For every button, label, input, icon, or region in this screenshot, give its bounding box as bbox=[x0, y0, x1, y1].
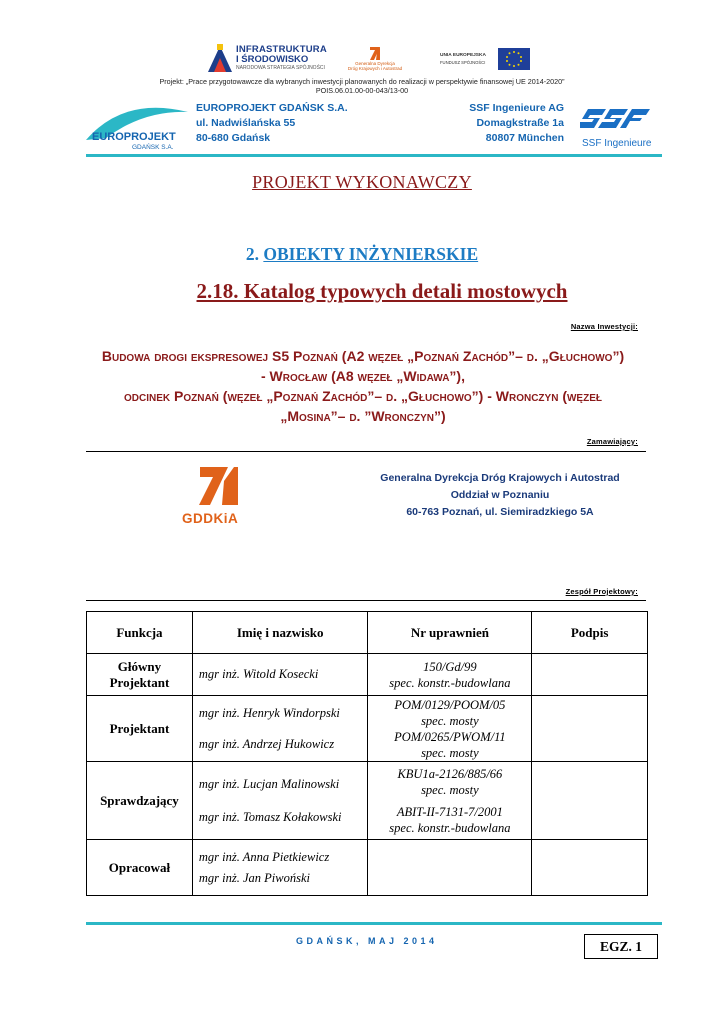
perm-line: 150/Gd/99 bbox=[423, 659, 477, 674]
func-cell bbox=[87, 654, 193, 696]
gddkia-emblem-icon bbox=[196, 463, 242, 509]
project-line1: Projekt: „Prace przygotowawcze dla wybranych inwestycji planowanych do realizacji w perspektywie finansowej UE 2014-2020” bbox=[159, 77, 565, 86]
client-line1: Generalna Dyrekcja Dróg Krajowych i Autostrad bbox=[380, 472, 620, 484]
person-name: mgr inż. Tomasz Kołakowski bbox=[198, 809, 342, 824]
eu-flag-icon bbox=[498, 48, 530, 70]
header-divider bbox=[86, 154, 662, 157]
header-imie-nazwisko: Imię i nazwisko bbox=[192, 612, 368, 654]
footer-place-date: GDAŃSK, MAJ 2014 bbox=[296, 936, 438, 946]
divider-team bbox=[86, 600, 646, 601]
signature-cell bbox=[532, 696, 648, 762]
perm-line: spec. mosty bbox=[421, 713, 479, 728]
client-line3: 60-763 Poznań, ul. Siemiradzkiego 5A bbox=[406, 506, 594, 518]
gddkia-logo bbox=[180, 463, 260, 527]
func-cell: Sprawdzający bbox=[87, 762, 193, 840]
ssf-emblem-icon bbox=[580, 101, 654, 137]
infrastruktura-emblem-icon bbox=[206, 42, 234, 74]
eu-logo-line2: FUNDUSZ SPÓJNOŚCI bbox=[440, 60, 486, 65]
perm-cell bbox=[368, 840, 532, 896]
table-row bbox=[87, 762, 648, 840]
infrastruktura-logo bbox=[206, 42, 332, 76]
label-nazwa-inwestycji: Nazwa Inwestycji: bbox=[570, 322, 638, 331]
title-obiekty-text: OBIEKTY INŻYNIERSKIE bbox=[263, 244, 479, 264]
names-cell bbox=[192, 840, 368, 896]
perm-line: POM/0129/POOM/05 bbox=[394, 697, 506, 712]
infra-logo-line3: NARODOWA STRATEGIA SPÓJNOŚCI bbox=[236, 65, 325, 71]
infra-logo-line2: I ŚRODOWISKO bbox=[236, 54, 309, 65]
table-row bbox=[87, 696, 648, 762]
func-line: Projektant bbox=[109, 674, 170, 690]
europroject-logo-text1: EUROPROJEKT bbox=[92, 131, 176, 143]
europroject-logo-text2: GDAŃSK S.A. bbox=[132, 144, 174, 151]
gddkia-small-emblem-icon bbox=[367, 46, 383, 61]
copy-number-badge: EGZ. 1 bbox=[584, 934, 658, 959]
title-obiekty-number: 2. bbox=[245, 244, 259, 264]
investment-line1: Budowa drogi ekspresowej S5 Poznań (A2 węzeł „Poznań Zachód”– d. „Głuchowo”) bbox=[101, 348, 625, 364]
person-name: mgr inż. Anna Pietkiewicz bbox=[198, 849, 330, 864]
person-name: mgr inż. Andrzej Hukowicz bbox=[198, 736, 335, 751]
perm-line: ABIT-II-7131-7/2001 bbox=[396, 804, 503, 819]
names-cell bbox=[192, 762, 368, 840]
title-obiekty bbox=[0, 244, 724, 265]
investment-line4: „Mosina”– d. ”Wronczyn”) bbox=[280, 408, 446, 424]
signature-cell bbox=[532, 762, 648, 840]
client-address bbox=[350, 470, 650, 521]
perm-line: spec. konstr.-budowlana bbox=[389, 820, 511, 835]
person-name: mgr inż. Henryk Windorpski bbox=[198, 705, 340, 720]
eu-logo-line1: UNIA EUROPEJSKA bbox=[440, 53, 486, 58]
europroject-address bbox=[196, 101, 348, 146]
ssf-address bbox=[438, 101, 564, 146]
gddkia-small-logo-text bbox=[345, 61, 405, 71]
divider-client bbox=[86, 451, 646, 452]
europroject-logo bbox=[84, 102, 190, 152]
signature-cell bbox=[532, 654, 648, 696]
ssf-name: SSF Ingenieure AG bbox=[469, 102, 564, 114]
europroject-name: EUROPROJEKT GDAŃSK S.A. bbox=[196, 102, 348, 114]
label-zamawiajacy: Zamawiający: bbox=[586, 437, 638, 446]
person-name: mgr inż. Lucjan Malinowski bbox=[198, 776, 340, 791]
project-line2: POIS.06.01.00-00-043/13-00 bbox=[315, 86, 409, 95]
gddkia-small-logo bbox=[345, 46, 405, 74]
gddkia-small-line1: Generalna Dyrekcja bbox=[355, 61, 395, 66]
perm-cell bbox=[368, 762, 532, 840]
func-cell: Projektant bbox=[87, 696, 193, 762]
perm-line: spec. mosty bbox=[421, 782, 479, 797]
footer-divider bbox=[86, 922, 662, 925]
label-zespol-projektowy: Zespół Projektowy: bbox=[565, 587, 638, 596]
table-row bbox=[87, 840, 648, 896]
perm-line: spec. konstr.-budowlana bbox=[389, 675, 511, 690]
person-name: mgr inż. Witold Kosecki bbox=[198, 667, 319, 681]
signature-cell bbox=[532, 840, 648, 896]
ssf-city: 80807 München bbox=[485, 132, 564, 144]
title-katalog: 2.18. Katalog typowych detali mostowych bbox=[196, 279, 568, 303]
team-table bbox=[86, 611, 648, 896]
client-line2: Oddział w Poznaniu bbox=[450, 489, 550, 501]
names-cell bbox=[192, 654, 368, 696]
title-projekt-wykonawczy: PROJEKT WYKONAWCZY bbox=[252, 172, 472, 192]
table-header-row bbox=[87, 612, 648, 654]
europroject-city: 80-680 Gdańsk bbox=[196, 132, 271, 144]
ssf-logo-label: SSF Ingenieure bbox=[582, 138, 652, 149]
perm-cell bbox=[368, 696, 532, 762]
table-row bbox=[87, 654, 648, 696]
func-cell: Opracował bbox=[87, 840, 193, 896]
infra-logo-line1: INFRASTRUKTURA bbox=[236, 44, 327, 55]
investment-line2: - Wrocław (A8 węzeł „Widawa”), bbox=[261, 368, 465, 384]
header-podpis: Podpis bbox=[532, 612, 648, 654]
perm-line: POM/0265/PWOM/11 bbox=[394, 729, 506, 744]
europroject-street: ul. Nadwiślańska 55 bbox=[196, 117, 296, 129]
ssf-street: Domagkstraße 1a bbox=[476, 117, 564, 129]
perm-line: KBU1a-2126/885/66 bbox=[397, 766, 503, 781]
func-line: Główny bbox=[117, 658, 162, 674]
person-name: mgr inż. Jan Piwoński bbox=[198, 870, 310, 885]
names-cell bbox=[192, 696, 368, 762]
eu-logo bbox=[440, 48, 530, 72]
gddkia-logo-text: GDDKiA bbox=[182, 511, 239, 526]
header-nr-uprawnien: Nr uprawnień bbox=[368, 612, 532, 654]
investment-name bbox=[80, 346, 646, 426]
gddkia-small-line2: Dróg Krajowych i Autostrad bbox=[347, 66, 403, 71]
perm-line: spec. mosty bbox=[421, 745, 479, 760]
project-description bbox=[60, 77, 664, 95]
europroject-arch-icon bbox=[84, 102, 190, 152]
perm-cell bbox=[368, 654, 532, 696]
investment-line3: odcinek Poznań (węzeł „Poznań Zachód”– d. „Głuchowo”) - Wronczyn (węzeł bbox=[124, 388, 602, 404]
header-funkcja: Funkcja bbox=[87, 612, 193, 654]
ssf-logo bbox=[580, 101, 654, 149]
